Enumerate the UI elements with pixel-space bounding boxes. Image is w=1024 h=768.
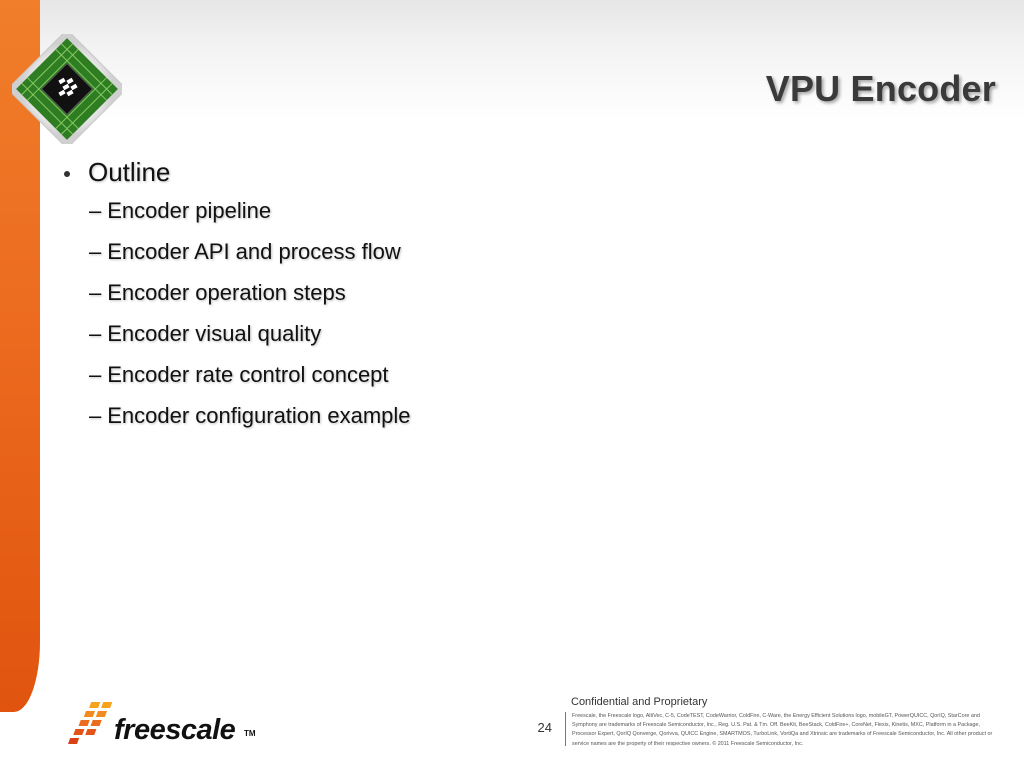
list-item-text: Encoder rate control concept: [107, 361, 389, 387]
outline-sub-list: [64, 190, 764, 436]
footer-divider: [565, 712, 566, 746]
dash-icon: –: [89, 361, 102, 387]
slide-content: [64, 154, 764, 436]
list-item-text: Encoder visual quality: [107, 320, 322, 346]
list-item: [64, 272, 764, 313]
list-item: [64, 231, 764, 272]
slide-title: VPU Encoder: [765, 68, 996, 109]
freescale-logo: [68, 700, 268, 750]
dash-icon: –: [89, 279, 102, 305]
list-item: [64, 354, 764, 395]
list-item: [64, 190, 764, 231]
list-item-text: Encoder operation steps: [107, 279, 346, 305]
logo-wordmark: freescale: [114, 714, 236, 746]
list-item-text: Encoder pipeline: [107, 197, 272, 223]
confidential-label: Confidential and Proprietary: [571, 696, 708, 708]
legal-notice: Freescale, the Freescale logo, AltiVec, C-5, CodeTEST, CodeWarrior, ColdFire, C-Ware, the Energy Efficient Solutions logo, mobileGT, PowerQUICC, QorIQ, StarCore and Symphony are trademarks of Freescale Semiconductor, Inc., Reg. U.S. Pat. & Tm. Off. BeeKit, BeeStack, ColdFire+, CoreNet, Flexis, Kinetis, MXC, Platform in a Package, Processor Expert, QorIQ Qonverge, Qorivva, QUICC Engine, SMARTMOS, TurboLink, VortiQa and Xtrinsic are trademarks of Freescale Semiconductor, Inc. All other product or service names are the property of their respective owners. © 2011 Freescale Semiconductor, Inc.: [572, 713, 993, 747]
page-number: 24: [537, 720, 552, 735]
logo-trademark: TM: [244, 729, 256, 738]
bullet-text: Outline: [88, 156, 171, 187]
list-item-text: Encoder API and process flow: [107, 238, 401, 264]
list-item-text: Encoder configuration example: [107, 402, 411, 428]
bullet-dot-icon: [64, 171, 70, 177]
dash-icon: –: [89, 320, 102, 346]
list-item: [64, 395, 764, 436]
bullet-outline: [64, 154, 764, 190]
freescale-logo-mark: [68, 700, 112, 746]
freescale-chip-icon: [12, 34, 122, 144]
dash-icon: –: [89, 402, 102, 428]
dash-icon: –: [89, 197, 102, 223]
list-item: [64, 313, 764, 354]
dash-icon: –: [89, 238, 102, 264]
